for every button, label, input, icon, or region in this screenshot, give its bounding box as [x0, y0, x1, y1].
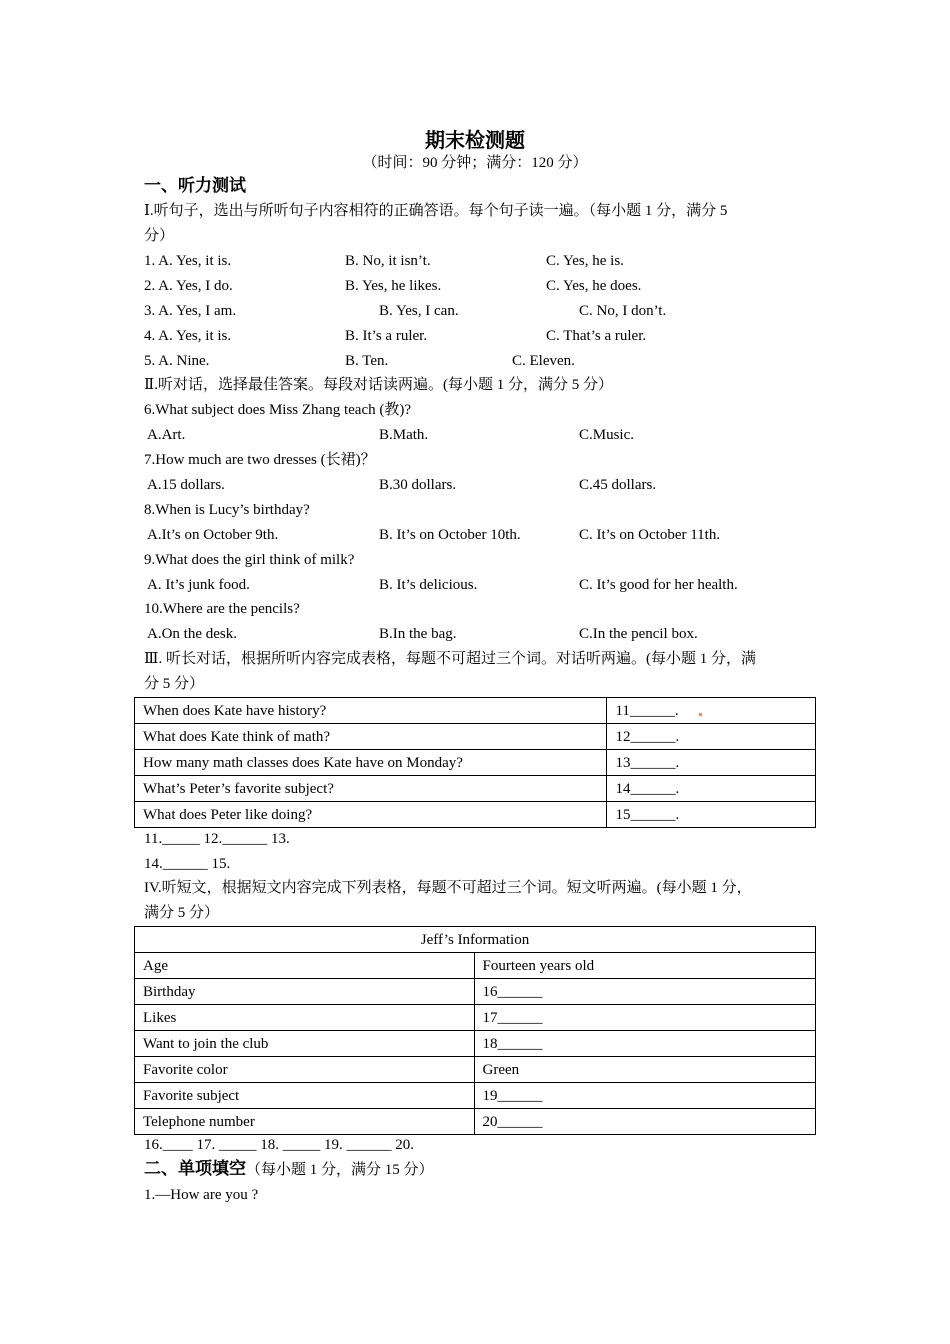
q5-option-b: B. Ten.	[345, 353, 389, 369]
table-cell-value: 16______	[474, 979, 815, 1005]
table-cell-key: Age	[135, 953, 475, 979]
table-title: Jeff’s Information	[135, 927, 816, 953]
q6-option-a: A.Art.	[147, 427, 186, 443]
table-cell-key: Favorite subject	[135, 1083, 475, 1109]
q6-question: 6.What subject does Miss Zhang teach (教)?	[144, 402, 412, 418]
sec3-table	[134, 697, 816, 828]
table-cell-value: Green	[474, 1057, 815, 1083]
q5-option-c: C. Eleven.	[512, 353, 575, 369]
table-row	[135, 724, 816, 750]
q3-option-a: 3. A. Yes, I am.	[144, 303, 237, 319]
q6-option-c: C.Music.	[579, 427, 635, 443]
part2-q1: 1.—How are you ?	[144, 1187, 259, 1203]
table-cell-question: What’s Peter’s favorite subject?	[135, 776, 607, 802]
table-row	[135, 1031, 816, 1057]
q7-option-b: B.30 dollars.	[379, 477, 457, 493]
table-cell-answer: 12______.	[607, 724, 816, 750]
sec3-instruction-cont: 分 5 分）	[144, 676, 205, 692]
sec4-instruction-cont: 满分 5 分）	[144, 905, 220, 921]
table-cell-key: Likes	[135, 1005, 475, 1031]
table-row	[135, 1083, 816, 1109]
table-row	[135, 1057, 816, 1083]
sec2-instruction: Ⅱ.听对话，选择最佳答案。每段对话读两遍。(每小题 1 分，满分 5 分）	[144, 377, 613, 393]
table-cell-key: Want to join the club	[135, 1031, 475, 1057]
q5-option-a: 5. A. Nine.	[144, 353, 210, 369]
table-cell-answer: 14______.	[607, 776, 816, 802]
exam-subtitle: （时间：90 分钟；满分：120 分）	[362, 155, 588, 171]
q2-option-a: 2. A. Yes, I do.	[144, 278, 233, 294]
table-row	[135, 1109, 816, 1135]
q7-option-c: C.45 dollars.	[579, 477, 657, 493]
sec1-instruction-cont: 分）	[144, 228, 175, 244]
table-cell-key: Telephone number	[135, 1109, 475, 1135]
table-cell-answer: 15______.	[607, 802, 816, 828]
part1-heading: 一、听力测试	[144, 176, 246, 196]
q4-option-b: B. It’s a ruler.	[345, 328, 428, 344]
q9-option-a: A. It’s junk food.	[147, 577, 250, 593]
sec1-instruction: Ⅰ.听句子，选出与所听句子内容相符的正确答语。每个句子读一遍。（每小题 1 分，满分 5	[144, 203, 728, 219]
q10-option-b: B.In the bag.	[379, 626, 457, 642]
q4-option-c: C. That’s a ruler.	[546, 328, 647, 344]
sec4-instruction: IV.听短文，根据短文内容完成下列表格，每题不可超过三个词。短文听两遍。(每小题 1 分，	[144, 880, 752, 896]
q8-question: 8.When is Lucy’s birthday?	[144, 502, 310, 518]
sec4-answer-line: 16.____ 17. _____ 18. _____ 19. ______ 20.	[144, 1137, 414, 1153]
q4-option-a: 4. A. Yes, it is.	[144, 328, 232, 344]
sec4-table	[134, 926, 816, 1135]
table-cell-value: 18______	[474, 1031, 815, 1057]
q8-option-b: B. It’s on October 10th.	[379, 527, 521, 543]
q1-option-b: B. No, it isn’t.	[345, 253, 431, 269]
part2-heading-line	[144, 1158, 434, 1181]
q10-question: 10.Where are the pencils?	[144, 601, 300, 617]
q2-option-c: C. Yes, he does.	[546, 278, 642, 294]
q2-option-b: B. Yes, he likes.	[345, 278, 442, 294]
table-cell-answer: 13______.	[607, 750, 816, 776]
sec3-answer-line-1: 11._____ 12.______ 13.	[144, 831, 290, 847]
q9-question: 9.What does the girl think of milk?	[144, 552, 355, 568]
table-cell-value: 17______	[474, 1005, 815, 1031]
table-cell-key: Birthday	[135, 979, 475, 1005]
stray-mark	[699, 713, 702, 716]
table-row	[135, 698, 816, 724]
q8-option-c: C. It’s on October 11th.	[579, 527, 721, 543]
q1-option-a: 1. A. Yes, it is.	[144, 253, 232, 269]
q10-option-a: A.On the desk.	[147, 626, 237, 642]
exam-title: 期末检测题	[425, 128, 525, 152]
table-cell-key: Favorite color	[135, 1057, 475, 1083]
q10-option-c: C.In the pencil box.	[579, 626, 698, 642]
table-cell-answer: 11______.	[607, 698, 816, 724]
table-cell-value: Fourteen years old	[474, 953, 815, 979]
q9-option-b: B. It’s delicious.	[379, 577, 478, 593]
q7-question: 7.How much are two dresses (长裙)？	[144, 452, 376, 468]
table-cell-value: 19______	[474, 1083, 815, 1109]
q7-option-a: A.15 dollars.	[147, 477, 225, 493]
table-row	[135, 1005, 816, 1031]
part2-note: （每小题 1 分，满分 15 分）	[246, 1162, 434, 1178]
sec3-answer-line-2: 14.______ 15.	[144, 856, 231, 872]
q1-option-c: C. Yes, he is.	[546, 253, 624, 269]
sec3-instruction: Ⅲ. 听长对话，根据所听内容完成表格，每题不可超过三个词。对话听两遍。(每小题 1 分，满	[144, 651, 756, 667]
table-row	[135, 802, 816, 828]
q6-option-b: B.Math.	[379, 427, 429, 443]
table-header-row	[135, 927, 816, 953]
part2-heading: 二、单项填空	[144, 1159, 246, 1179]
table-cell-question: How many math classes does Kate have on Monday?	[135, 750, 607, 776]
table-cell-question: When does Kate have history?	[135, 698, 607, 724]
table-row	[135, 979, 816, 1005]
table-cell-value: 20______	[474, 1109, 815, 1135]
q3-option-b: B. Yes, I can.	[379, 303, 459, 319]
q3-option-c: C. No, I don’t.	[579, 303, 667, 319]
table-row	[135, 953, 816, 979]
table-cell-question: What does Peter like doing?	[135, 802, 607, 828]
q8-option-a: A.It’s on October 9th.	[147, 527, 279, 543]
table-row	[135, 750, 816, 776]
table-row	[135, 776, 816, 802]
q9-option-c: C. It’s good for her health.	[579, 577, 738, 593]
table-cell-question: What does Kate think of math?	[135, 724, 607, 750]
